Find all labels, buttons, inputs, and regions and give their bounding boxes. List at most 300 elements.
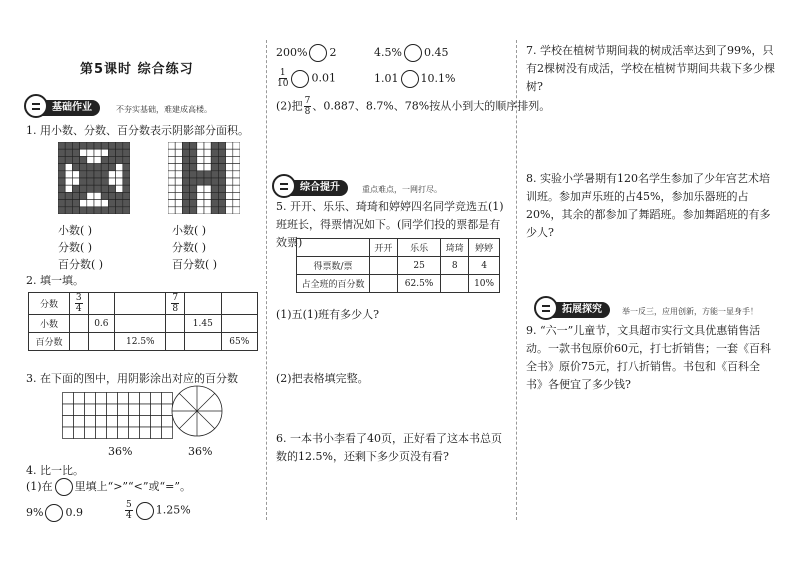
grid-cell[interactable] (85, 393, 96, 405)
grid-cell (116, 171, 123, 178)
grid-cell (116, 178, 123, 185)
grid-cell (204, 164, 211, 171)
grid-cell (108, 149, 115, 156)
grid-cell (80, 192, 87, 199)
grid-cell (182, 178, 189, 185)
grid-cell (226, 185, 233, 192)
grid-cell[interactable] (118, 404, 129, 416)
grid-cell (168, 171, 175, 178)
grid-cell (168, 178, 175, 185)
q1-text: 1. 用小数、分数、百分数表示阴影部分面积。 (26, 124, 249, 137)
grid-cell (211, 207, 218, 214)
fraction-cell (88, 293, 115, 315)
grid-cell (226, 178, 233, 185)
grid-cell (190, 200, 197, 207)
grid-cell[interactable] (63, 393, 74, 405)
grid-cell (101, 171, 108, 178)
fraction-cell: $\frac{7}{8}$ (166, 293, 185, 315)
grid-cell (182, 192, 189, 199)
grid-cell (233, 207, 240, 214)
grid-cell (101, 200, 108, 207)
fraction-cell (115, 293, 166, 315)
grid-cell (87, 178, 94, 185)
grid-cell (175, 156, 182, 163)
grid-cell (101, 164, 108, 171)
grid-cell (211, 164, 218, 171)
grid-cell (226, 149, 233, 156)
grid-cell (218, 192, 225, 199)
percent-cell (70, 333, 89, 351)
section-note: 举一反三，应用创新，方能一显身手！ (622, 307, 758, 316)
grid-cell (108, 200, 115, 207)
grid-cell (218, 207, 225, 214)
grid-cell[interactable] (129, 393, 140, 405)
grid-cell (233, 185, 240, 192)
grid-cell (123, 207, 130, 214)
grid-cell (182, 164, 189, 171)
grid-cell (123, 156, 130, 163)
q3-text: 3. 在下面的图中，用阴影涂出对应的百分数 (26, 372, 238, 385)
grid-cell[interactable] (118, 427, 129, 439)
grid-cell (123, 192, 130, 199)
grid-cell (190, 164, 197, 171)
grid-cell (87, 185, 94, 192)
grid-cell (58, 192, 65, 199)
grid-cell (94, 164, 101, 171)
grid-cell (123, 171, 130, 178)
grid-cell (94, 149, 101, 156)
grid-cell (58, 171, 65, 178)
vote-cell (370, 257, 398, 275)
grid-cell (65, 156, 72, 163)
grid-cell (80, 185, 87, 192)
grid-cell (190, 178, 197, 185)
grid-cell (204, 192, 211, 199)
grid-cell (116, 149, 123, 156)
grid-cell[interactable] (118, 393, 129, 405)
q5-table (296, 238, 500, 293)
grid-cell (58, 164, 65, 171)
grid-cell (233, 156, 240, 163)
q1-decimal-label-b: 小数( ) (172, 224, 207, 237)
column-divider-left (266, 40, 267, 520)
q4-item-5: $\frac{1}{10}$ 0.01 (277, 68, 336, 89)
grid-cell (123, 142, 130, 149)
grid-cell (87, 149, 94, 156)
grid-cell (123, 178, 130, 185)
grid-cell (175, 192, 182, 199)
grid-cell (168, 149, 175, 156)
grid-cell (116, 207, 123, 214)
grid-cell (108, 164, 115, 171)
grid-cell (80, 200, 87, 207)
grid-h-figure (168, 142, 240, 214)
grid-cell (58, 149, 65, 156)
grid-cell (197, 149, 204, 156)
grid-cell (101, 192, 108, 199)
grid-cell (182, 207, 189, 214)
grid-cell (72, 164, 79, 171)
grid-cell (168, 164, 175, 171)
grid-cell (197, 142, 204, 149)
table-row (297, 275, 500, 293)
grid-cell (168, 142, 175, 149)
page-title: 第5课时 综合练习 (80, 62, 194, 77)
grid-cell (218, 200, 225, 207)
decimal-cell (166, 315, 185, 333)
header-cell: 琦琦 (441, 239, 469, 257)
grid-cell[interactable] (129, 416, 140, 428)
grid-cell (233, 142, 240, 149)
table-row (29, 315, 258, 333)
percent-cell: 65% (221, 333, 257, 351)
grid-cell (211, 142, 218, 149)
compare-circle[interactable] (401, 70, 419, 88)
q4-item-6: 1.01 10.1% (374, 70, 455, 88)
grid-cell[interactable] (63, 427, 74, 439)
grid-cell[interactable] (118, 416, 129, 428)
grid-cell (218, 185, 225, 192)
grid-cell (168, 156, 175, 163)
fraction-cell: $\frac{3}{4}$ (70, 293, 89, 315)
grid-cell[interactable] (74, 427, 85, 439)
grid-cell (211, 185, 218, 192)
grid-cell[interactable] (107, 427, 118, 439)
grid-cell (190, 207, 197, 214)
q7-text: 7. 学校在植树节期间栽的树成活率达到了99%，只有2棵树没有成活，学校在植树节期间共栽下多少棵树? (526, 44, 775, 93)
grid-cell (80, 207, 87, 214)
percent-cell (166, 333, 185, 351)
grid-cell[interactable] (96, 393, 107, 405)
table-row (297, 239, 500, 257)
grid-cell (116, 142, 123, 149)
section-banner-comprehensive (278, 180, 348, 196)
section-banner-extension (540, 302, 610, 318)
grid-cell (94, 207, 101, 214)
grid-cell (116, 200, 123, 207)
compare-circle[interactable] (55, 478, 73, 496)
q3-blank-circle (170, 384, 224, 438)
grid-cell (101, 142, 108, 149)
grid-cell (101, 207, 108, 214)
grid-cell (197, 207, 204, 214)
grid-cell (175, 185, 182, 192)
grid-cell (123, 164, 130, 171)
grid-cell[interactable] (63, 416, 74, 428)
q9-text: 9. “六一”儿童节，文具超市实行文具优惠销售活动。一款书包原价60元，打七折销售；一套《百科全书》原价75元，打八折销售。书包和《百科全书》各便宜了多少钱? (526, 324, 771, 391)
grid-cell (218, 149, 225, 156)
percent-cell: 10% (469, 275, 500, 293)
grid-cell[interactable] (151, 427, 162, 439)
q2-text: 2. 填一填。 (26, 274, 84, 287)
q5-sub1: (1)五(1)班有多少人? (276, 308, 380, 321)
grid-cell (123, 185, 130, 192)
grid-cell (218, 142, 225, 149)
grid-cell (182, 149, 189, 156)
grid-cell (80, 142, 87, 149)
compare-circle[interactable] (291, 70, 309, 88)
grid-cell (87, 156, 94, 163)
grid-cell (87, 171, 94, 178)
grid-cell (87, 207, 94, 214)
grid-cell (211, 178, 218, 185)
q4-item-4: 4.5% 0.45 (374, 44, 448, 62)
q4-item-1: 9% 0.9 (26, 504, 83, 522)
header-cell (297, 239, 370, 257)
grid-cell (94, 171, 101, 178)
row-label: 分数 (29, 293, 70, 315)
vote-cell: 25 (397, 257, 440, 275)
grid-cell[interactable] (85, 427, 96, 439)
grid-cell (65, 142, 72, 149)
grid-cell (226, 171, 233, 178)
grid-cell (94, 200, 101, 207)
grid-cell (87, 192, 94, 199)
grid-cell (204, 149, 211, 156)
grid-cell (94, 185, 101, 192)
grid-cell (175, 171, 182, 178)
grid-cell (108, 207, 115, 214)
grid-cell[interactable] (107, 416, 118, 428)
grid-cell (182, 142, 189, 149)
grid-cell (168, 200, 175, 207)
grid-cell[interactable] (140, 404, 151, 416)
grid-cell (116, 156, 123, 163)
grid-cell (58, 142, 65, 149)
section-note: 不夯实基础，难建成高楼。 (116, 105, 212, 114)
grid-cell (226, 207, 233, 214)
q4-sub1: (1)在 里填上“>”“<”或“=”。 (26, 478, 191, 496)
grid-cell (218, 156, 225, 163)
grid-cell (72, 156, 79, 163)
grid-cell (218, 164, 225, 171)
q3-grid-caption: 36% (108, 445, 133, 458)
grid-cell (80, 156, 87, 163)
compare-circle[interactable] (404, 44, 422, 62)
grid-cell (108, 185, 115, 192)
grid-cell[interactable] (63, 404, 74, 416)
grid-cell (58, 185, 65, 192)
grid-cell (204, 178, 211, 185)
grid-cell (175, 178, 182, 185)
compare-circle[interactable] (45, 504, 63, 522)
grid-cell[interactable] (74, 404, 85, 416)
grid-cell (226, 164, 233, 171)
grid-cell (190, 156, 197, 163)
grid-cell (87, 200, 94, 207)
grid-cell (80, 178, 87, 185)
percent-cell: 62.5% (397, 275, 440, 293)
grid-cell (204, 207, 211, 214)
grid-cell (211, 149, 218, 156)
grid-cell (168, 207, 175, 214)
grid-cell[interactable] (74, 416, 85, 428)
grid-cell (65, 192, 72, 199)
grid-cell (197, 156, 204, 163)
grid-cell (197, 164, 204, 171)
grid-cell (108, 156, 115, 163)
header-cell: 乐乐 (397, 239, 440, 257)
row-label: 得票数/票 (297, 257, 370, 275)
grid-cell[interactable] (107, 393, 118, 405)
grid-cell (108, 171, 115, 178)
q3-blank-grid (62, 392, 174, 440)
compare-circle[interactable] (309, 44, 327, 62)
grid-cell (80, 164, 87, 171)
grid-cell (72, 192, 79, 199)
decimal-cell (70, 315, 89, 333)
grid-cell[interactable] (140, 393, 151, 405)
grid-cell (182, 171, 189, 178)
grid-cell[interactable] (85, 416, 96, 428)
grid-cell (65, 164, 72, 171)
q8-text: 8. 实验小学暑期有120名学生参加了少年宫艺术培训班。参加声乐班的占45%，参加乐器班的占20%，其余的都参加了舞蹈班。参加舞蹈班的有多少人? (526, 172, 771, 239)
grid-cell[interactable] (140, 427, 151, 439)
grid-cell (233, 149, 240, 156)
grid-cell (226, 142, 233, 149)
grid-cell (116, 192, 123, 199)
fraction-cell (221, 293, 257, 315)
grid-cell (204, 185, 211, 192)
grid-cell[interactable] (96, 404, 107, 416)
mascot-icon (534, 296, 558, 320)
q5-text: 5. 开开、乐乐、琦琦和婷婷四名同学竞选五(1)班班长，得票情况如下。(同学们投的票都是有效票) (276, 200, 504, 249)
grid-cell[interactable] (151, 393, 162, 405)
grid-cell (233, 171, 240, 178)
grid-cell (197, 192, 204, 199)
table-row (29, 333, 258, 351)
grid-cell (211, 171, 218, 178)
percent-cell (370, 275, 398, 293)
section-label: 基础作业 (52, 102, 92, 113)
grid-cell (101, 178, 108, 185)
grid-cell[interactable] (151, 416, 162, 428)
compare-circle[interactable] (136, 502, 154, 520)
grid-cell[interactable] (96, 416, 107, 428)
grid-cell (197, 200, 204, 207)
row-label: 小数 (29, 315, 70, 333)
grid-cell (65, 207, 72, 214)
q4-sub2: (2)把 $\frac{7}{8}$ 、0.887、8.7%、78%按从小到大的顺序排列。 (276, 96, 551, 117)
q1-decimal-label-a: 小数( ) (58, 224, 93, 237)
grid-cell (175, 207, 182, 214)
q6-text: 6. 一本书小李看了40页，正好看了这本书总页数的12.5%，还剩下多少页没有看? (276, 432, 502, 463)
grid-x-figure (58, 142, 130, 214)
grid-cell (226, 192, 233, 199)
grid-cell (72, 142, 79, 149)
grid-cell[interactable] (74, 393, 85, 405)
section-label: 拓展探究 (562, 304, 602, 315)
grid-cell (94, 192, 101, 199)
percent-cell: 12.5% (115, 333, 166, 351)
grid-cell (233, 178, 240, 185)
q5-sub2: (2)把表格填完整。 (276, 372, 369, 385)
grid-cell (116, 164, 123, 171)
grid-cell (168, 192, 175, 199)
grid-cell (58, 200, 65, 207)
section-note: 重点难点，一网打尽。 (362, 185, 442, 194)
q4-text: 4. 比一比。 (26, 464, 84, 477)
percent-cell (441, 275, 469, 293)
grid-cell (94, 178, 101, 185)
decimal-cell: 0.6 (88, 315, 115, 333)
grid-cell (72, 171, 79, 178)
grid-cell (211, 192, 218, 199)
grid-cell (182, 156, 189, 163)
grid-cell (123, 200, 130, 207)
row-label: 占全班的百分数 (297, 275, 370, 293)
grid-cell[interactable] (151, 404, 162, 416)
grid-cell (108, 142, 115, 149)
q1-fraction-label-b: 分数( ) (172, 241, 207, 254)
grid-cell (204, 156, 211, 163)
grid-cell (72, 207, 79, 214)
table-row (297, 257, 500, 275)
q4-item-3: 200% 2 (276, 44, 336, 62)
grid-cell (65, 171, 72, 178)
grid-cell (233, 192, 240, 199)
grid-cell (175, 200, 182, 207)
grid-cell[interactable] (96, 427, 107, 439)
grid-cell[interactable] (129, 427, 140, 439)
percent-cell (185, 333, 221, 351)
grid-cell[interactable] (85, 404, 96, 416)
q1-percent-label-a: 百分数( ) (58, 258, 104, 271)
grid-cell (101, 149, 108, 156)
grid-cell[interactable] (140, 416, 151, 428)
q3-circle-caption: 36% (188, 445, 213, 458)
vote-cell: 8 (441, 257, 469, 275)
mascot-icon (24, 94, 48, 118)
grid-cell (80, 171, 87, 178)
grid-cell (190, 149, 197, 156)
grid-cell (218, 171, 225, 178)
decimal-cell: 1.45 (185, 315, 221, 333)
grid-cell (204, 200, 211, 207)
section-banner-basic (30, 100, 100, 116)
table-row (29, 293, 258, 315)
grid-cell (211, 200, 218, 207)
grid-cell (204, 171, 211, 178)
grid-cell (190, 185, 197, 192)
grid-cell (226, 200, 233, 207)
q1-fraction-label-a: 分数( ) (58, 241, 93, 254)
grid-cell (182, 200, 189, 207)
grid-cell (211, 156, 218, 163)
grid-cell (65, 149, 72, 156)
grid-cell (65, 200, 72, 207)
q4-item-2: $\frac{5}{4}$ 1.25% (126, 500, 191, 521)
row-label: 百分数 (29, 333, 70, 351)
grid-cell (80, 149, 87, 156)
decimal-cell (115, 315, 166, 333)
grid-cell (233, 200, 240, 207)
grid-cell (72, 149, 79, 156)
grid-cell (175, 149, 182, 156)
grid-cell (190, 142, 197, 149)
grid-cell (218, 178, 225, 185)
grid-cell (108, 192, 115, 199)
grid-cell (226, 156, 233, 163)
grid-cell (123, 149, 130, 156)
grid-cell[interactable] (129, 404, 140, 416)
header-cell: 婷婷 (469, 239, 500, 257)
grid-cell (190, 171, 197, 178)
grid-cell (175, 142, 182, 149)
grid-cell[interactable] (107, 404, 118, 416)
q1-percent-label-b: 百分数( ) (172, 258, 218, 271)
header-cell: 开开 (370, 239, 398, 257)
